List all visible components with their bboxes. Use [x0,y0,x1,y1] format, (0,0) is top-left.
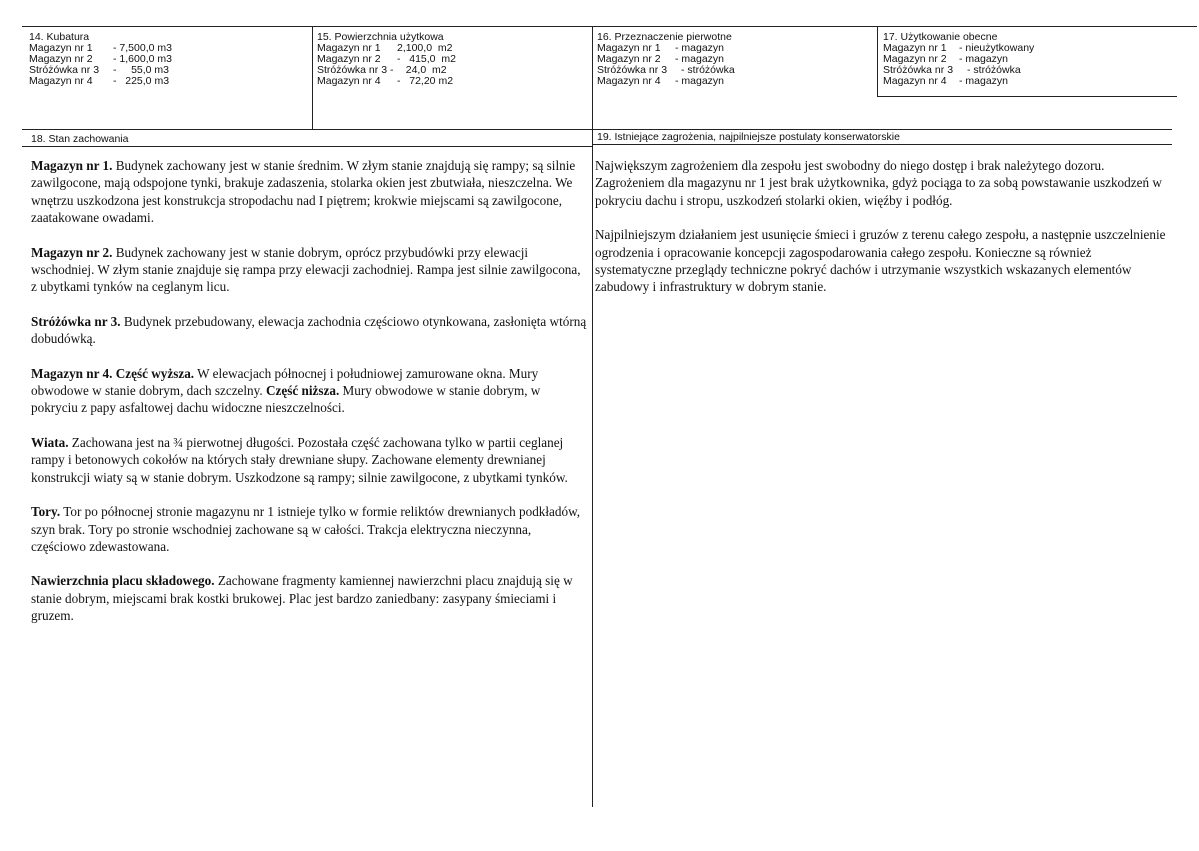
paragraph-strozowka-3 [31,313,587,348]
row-label: Stróżówka nr 3 [597,64,668,76]
row-label: Magazyn nr 4 [597,75,661,87]
row-label: Magazyn nr 2 [597,53,661,65]
kv-row [883,76,1173,87]
row-label: Magazyn nr 2 [317,53,381,65]
row-value: - magazyn [675,75,725,87]
paragraph-lead: Stróżówka nr 3. [31,313,121,329]
row-label: Stróżówka nr 3 [29,64,100,76]
paragraph-text: Zachowana jest na ¾ pierwotnej długości. Pozostała część zachowana tylko w partii ceglanej rampy i betonowych cokołów na których stały drewniane słupy. Zachowane elementy drewnianej konstrukcji wiaty są w stanie dobrym. Uszkodzone są rampy; silnie zawilgocone, z ubytkami tynków. [31,434,568,485]
paragraph-wiata [31,434,587,486]
section19-body [595,157,1170,313]
cell-powierzchnia [317,32,589,87]
row-label: Magazyn nr 4 [317,75,381,87]
paragraph-text: W elewacjach północnej i południowej zamurowane okna. Mury obwodowe w stanie dobrym, dach szczelny. [31,365,539,399]
row-label: Magazyn nr 2 [883,53,947,65]
cell-przeznaczenie [597,32,873,87]
row-label: Magazyn nr 2 [29,53,93,65]
cell17-bottom-rule [877,96,1177,97]
row-value: - magazyn [959,75,1009,87]
row-value: - stróżówka [681,64,735,76]
paragraph-text: Budynek zachowany jest w stanie średnim. W złym stanie znajdują się rampy; są silnie zawilgocone, mają odspojone tynki, brakuje zadaszenia, stolarka okien jest zbutwiała, nieszczelna. We wnętrzu uszkodzona jest konstrukcja stropodachu nad I piętrem; krokwie miejscami są zawilgocone, zaatakowane owadami. [31,158,576,226]
paragraph-magazyn-4 [31,365,587,417]
cell-header: 15. Powierzchnia użytkowa [317,31,444,43]
cell-header: 16. Przeznaczenie pierwotne [597,31,732,43]
cell-kubatura [29,32,309,87]
paragraph-lead: Tory. [31,504,61,520]
kv-row [317,76,589,87]
paragraph-text: Zachowane fragmenty kamiennej nawierzchni placu znajdują się w stanie dobrym, miejscami brak kostki brukowej. Plac jest bardzo zaniedbany: zasypany śmieciami i gruzem. [31,573,573,624]
column-divider-2 [592,27,593,807]
section18-body [31,157,587,642]
paragraph-tory [31,503,587,555]
section19-header-rule [592,144,1172,145]
row-value: - 225,0 m3 [113,75,170,87]
row-label: Stróżówka nr 3 - [317,64,394,76]
paragraph-magazyn-2 [31,244,587,296]
row-label: Magazyn nr 1 [597,42,661,54]
row-value: - 1,600,0 m3 [113,53,172,65]
cell-uzytkowanie [883,32,1173,87]
paragraph-lead: Magazyn nr 1. [31,158,113,173]
paragraph-magazyn-1 [31,157,587,227]
paragraph-lead-2: Część niższa. [266,383,340,399]
paragraph-lead: Nawierzchnia placu składowego. [31,573,215,589]
row-label: Magazyn nr 1 [317,42,381,54]
section18-header: 18. Stan zachowania [31,133,129,145]
kv-row [597,76,873,87]
column-divider-1 [312,27,313,129]
row-value: - magazyn [959,53,1009,65]
row-value: - 72,20 m2 [397,75,454,87]
row-value: 2,100,0 m2 [397,42,453,54]
paragraph-text-2: Mury obwodowe w stanie dobrym, w pokryciu z papy asfaltowej dachu widoczne nieszczelności. [31,383,541,416]
row-value: - magazyn [675,53,725,65]
paragraph-nawierzchnia [31,572,587,624]
row-value: - 7,500,0 m3 [113,42,172,54]
row-label: Magazyn nr 4 [29,75,93,87]
cell-header: 17. Użytkowanie obecne [883,31,998,43]
row-value: - 55,0 m3 [113,64,170,76]
row-value: - magazyn [675,42,725,54]
row-label: Magazyn nr 1 [29,42,93,54]
paragraph-lead: Wiata. [31,434,69,450]
paragraph-lead: Magazyn nr 4. Część wyższa. [31,365,195,381]
section19-header: 19. Istniejące zagrożenia, najpilniejsze postulaty konserwatorskie [597,131,900,143]
row-label: Magazyn nr 1 [883,42,947,54]
row-label: Magazyn nr 4 [883,75,947,87]
section18-header-rule [22,146,592,147]
paragraph-text: Budynek przebudowany, elewacja zachodnia częściowo otynkowana, zasłonięta wtórną dobudówką. [31,313,587,347]
paragraph-text: Budynek zachowany jest w stanie dobrym, oprócz przybudówki przy elewacji wschodniej. W złym stanie znajduje się rampa przy elewacji zachodniej. Rampa jest silnie zawilgocona, z ubytkami tynków na ceglanym licu. [31,244,581,295]
upper-table-bottom-rule [22,129,1172,130]
paragraph-lead: Magazyn nr 2. [31,244,113,260]
paragraph-postulaty: Najpilniejszym działaniem jest usunięcie śmieci i gruzów z terenu całego zespołu, a następnie uszczelnienie ogrodzenia i opracowanie koncepcji zagospodarowania całego zespołu. Konieczne są również systematyczne przeglądy techniczne pokryć dachów i utrzymanie wszystkich wskazanych elementów zabudowy i infrastruktury w dobrym stanie. [595,227,1166,295]
row-value: - nieużytkowany [959,42,1035,54]
paragraph-text: Tor po północnej stronie magazynu nr 1 istnieje tylko w formie reliktów drewnianych podkładów, szyn brak. Tory po stronie wschodniej zachowane są w całości. Trakcja elektryczna nieczynna, częściowo zdewastowana. [31,504,581,554]
kv-row [29,76,309,87]
top-rule [22,26,1197,27]
row-value: 24,0 m2 [397,64,447,76]
paragraph-zagrozenia: Największym zagrożeniem dla zespołu jest swobodny do niego dostęp i brak należytego dozoru. Zagrożeniem dla magazynu nr 1 jest brak użytkownika, gdyż pociąga to za sobą powstawanie uszkodzeń w pokryciu dachu i stropu, uszkodzeń stolarki okien, więźby i podłóg. [595,158,1162,208]
column-divider-3 [877,27,878,97]
cell-header: 14. Kubatura [29,31,90,43]
row-value: - 415,0 m2 [397,53,456,65]
row-value: - stróżówka [967,64,1021,76]
row-label: Stróżówka nr 3 [883,64,954,76]
